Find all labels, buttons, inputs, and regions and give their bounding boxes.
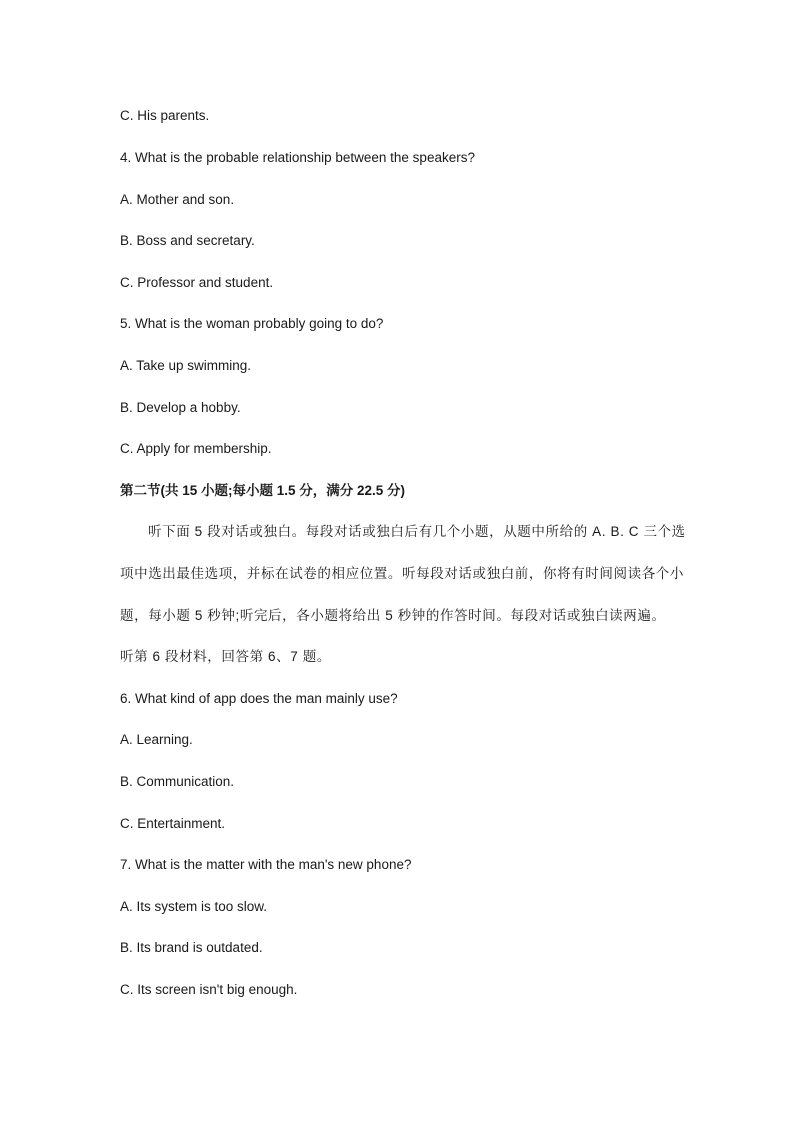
instructions-line-2: 项中选出最佳选项，并标在试卷的相应位置。听每段对话或独白前，你将有时间阅读各个小 (120, 566, 684, 581)
option-6c: C. Entertainment. (120, 816, 226, 831)
section-heading: 第二节(共 15 小题;每小题 1.5 分，满分 22.5 分) (120, 483, 406, 498)
instructions-line-3: 题，每小题 5 秒钟;听完后，各小题将给出 5 秒钟的作答时间。每段对话或独白读两遍。 (120, 608, 666, 623)
option-3c: C. His parents. (120, 108, 210, 123)
option-4a: A. Mother and son. (120, 192, 235, 207)
option-6b: B. Communication. (120, 774, 235, 789)
option-7c: C. Its screen isn't big enough. (120, 982, 298, 997)
option-5a: A. Take up swimming. (120, 358, 252, 373)
passage-note: 听第 6 段材料，回答第 6、7 题。 (120, 649, 331, 664)
option-7a: A. Its system is too slow. (120, 899, 268, 914)
option-5c: C. Apply for membership. (120, 441, 272, 456)
question-7: 7. What is the matter with the man's new phone? (120, 857, 412, 872)
option-4c: C. Professor and student. (120, 275, 274, 290)
question-4: 4. What is the probable relationship between the speakers? (120, 150, 475, 165)
option-5b: B. Develop a hobby. (120, 400, 241, 415)
option-4b: B. Boss and secretary. (120, 233, 255, 248)
question-6: 6. What kind of app does the man mainly use? (120, 691, 398, 706)
instructions-line-1: 听下面 5 段对话或独白。每段对话或独白后有几个小题，从题中所给的 A. B. C 三个选 (148, 524, 686, 539)
question-5: 5. What is the woman probably going to do? (120, 316, 384, 331)
option-7b: B. Its brand is outdated. (120, 940, 263, 955)
option-6a: A. Learning. (120, 732, 193, 747)
